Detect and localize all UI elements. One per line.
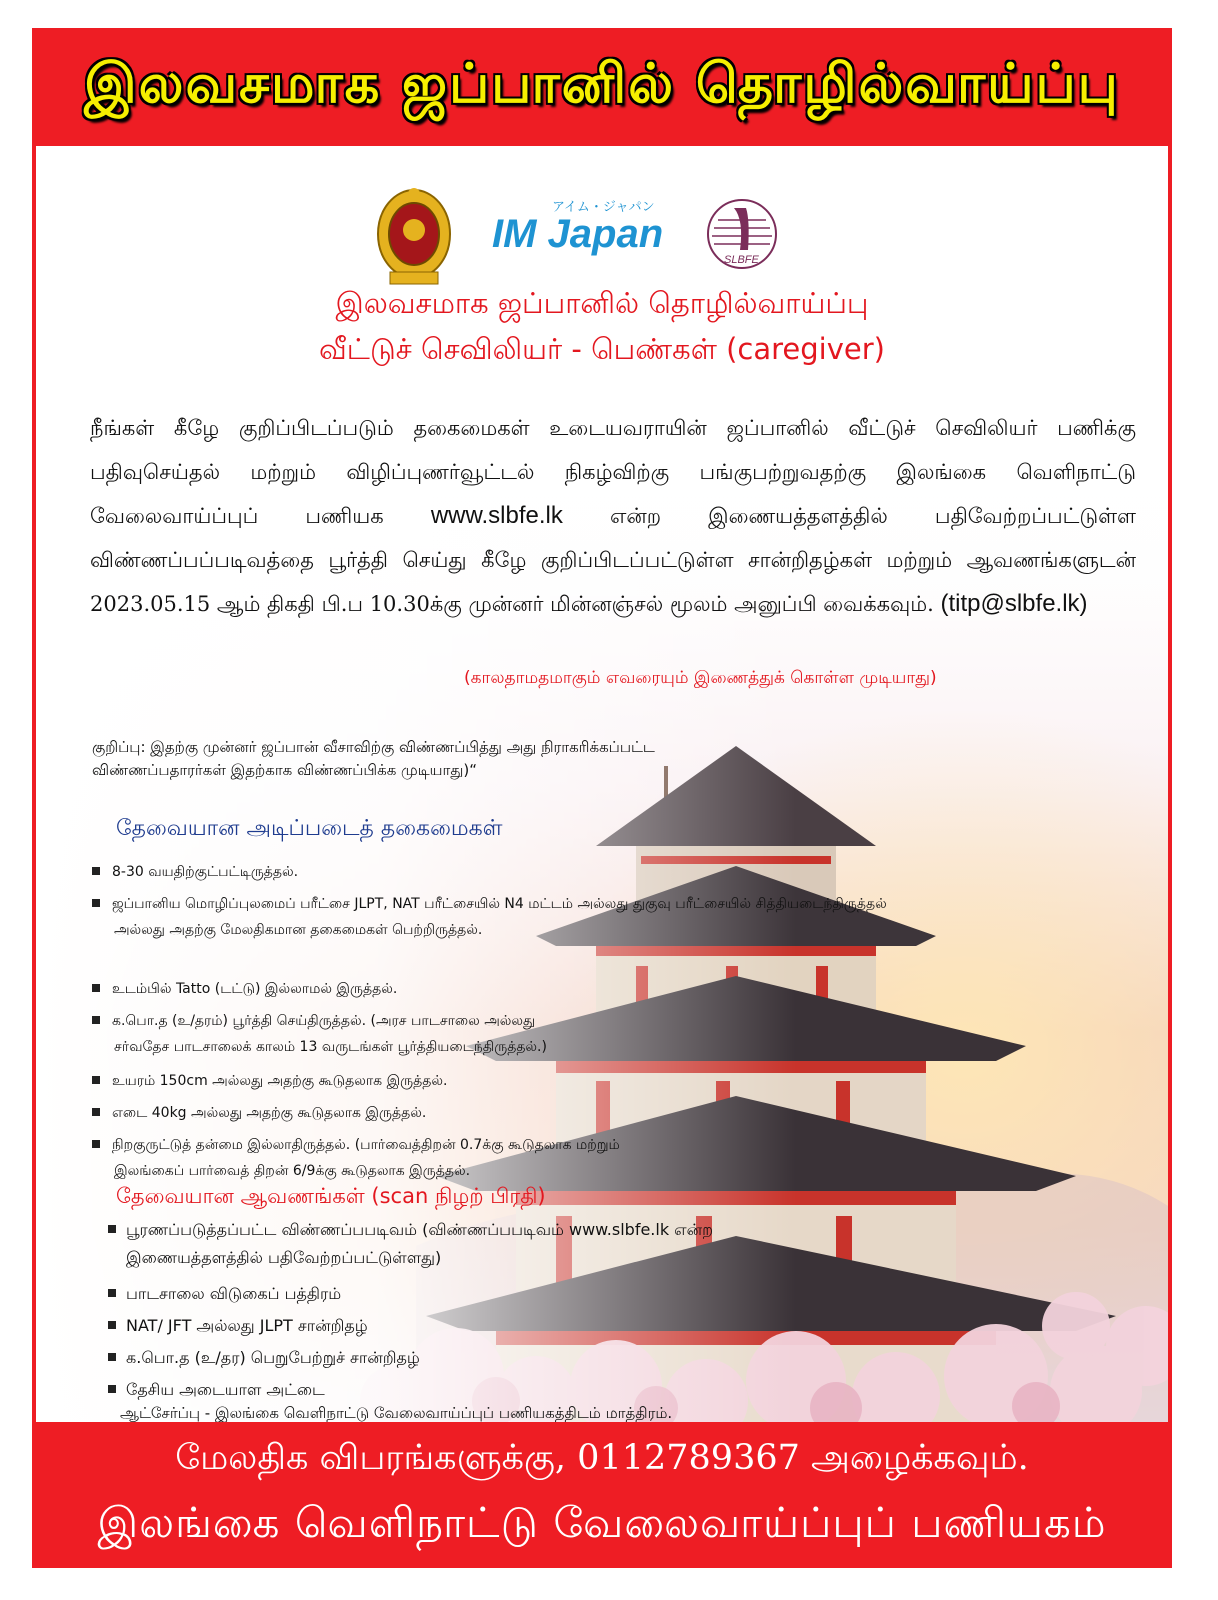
footer-contact: மேலதிக விபரங்களுக்கு, 0112789367 அழைக்கவும். <box>175 1438 1029 1478</box>
qualification-text: நிறகுருட்டுத் தன்மை இல்லாதிருத்தல். (பார்வைத்திறன் 0.7க்கு கூடுதலாக மற்றும் <box>112 1137 620 1153</box>
bullet-icon <box>92 984 100 992</box>
document-text: NAT/ JFT அல்லது JLPT சான்றிதழ் <box>126 1316 368 1335</box>
note-line-2: விண்ணப்பதாரர்கள் இதற்காக விண்ணப்பிக்க முடியாது)“ <box>92 761 477 779</box>
bullet-icon <box>108 1289 116 1297</box>
poster-frame <box>32 28 1172 1568</box>
bullet-icon <box>92 867 100 875</box>
intro-email-link[interactable]: (titp@slbfe.lk) <box>940 590 1088 617</box>
qualification-item <box>92 1068 447 1094</box>
qualification-text-continued: இலங்கைப் பார்வைத் திறன் 6/9க்கு கூடுதலாக இருத்தல். <box>114 1163 471 1179</box>
document-item <box>108 1376 325 1404</box>
intro-text-end: என்ற இணையத்தளத்தில் பதிவேற்றப்பட்டுள்ள விண்ணப்பப்படிவத்தை பூர்த்தி செய்து கீழே குறிப்பிடப்பட்டுள்ள சான்றிதழ்கள் மற்றும் ஆவணங்களுடன் 2023.05.15 ஆம் திகதி பி.ப 10.30க்கு முன்னர் மின்னஞ்சல் மூலம் அனுப்பி வைக்கவும். <box>90 504 1136 616</box>
bullet-icon <box>108 1353 116 1361</box>
document-item <box>108 1280 341 1308</box>
document-text: தேசிய அடையாள அட்டை <box>126 1380 325 1399</box>
headline-title: இலவசமாக ஜப்பானில் தொழில்வாய்ப்பு <box>335 286 869 320</box>
bullet-icon <box>92 1108 100 1116</box>
qualification-item <box>92 1132 620 1184</box>
qualification-text-continued: அல்லது அதற்கு மேலதிகமான தகைமைகள் பெற்றிருத்தல். <box>114 922 483 938</box>
bullet-icon <box>92 1140 100 1148</box>
document-item <box>108 1216 713 1272</box>
note-block <box>92 736 892 782</box>
im-japan-logo <box>492 196 672 266</box>
late-notice: (காலதாமதமாகும் எவரையும் இணைத்துக் கொள்ள முடியாது) <box>464 668 937 688</box>
im-japan-wordmark: IM Japan <box>492 212 664 256</box>
qualification-text: உயரம் 150cm அல்லது அதற்கு கூடுதலாக இருத்தல். <box>112 1073 448 1089</box>
documents-title: தேவையான ஆவணங்கள் (scan நிழற் பிரதி) <box>116 1184 546 1208</box>
qualification-item <box>92 891 1142 943</box>
slbfe-logo <box>704 190 780 286</box>
intro-paragraph <box>90 406 1136 626</box>
document-item <box>108 1344 420 1372</box>
bullet-icon <box>108 1385 116 1393</box>
qualification-item <box>92 976 397 1002</box>
bullet-icon <box>108 1225 116 1233</box>
qualification-item <box>92 1100 426 1126</box>
qualifications-title: தேவையான அடிப்படைத் தகைமைகள் <box>116 816 503 841</box>
qualification-text: உடம்பில் Tatto (டட்டு) இல்லாமல் இருத்தல். <box>112 981 398 997</box>
slbfe-emblem-icon <box>704 190 780 286</box>
logos-row <box>36 176 1168 286</box>
content-panel <box>36 146 1168 1422</box>
qualification-text: 8-30 வயதிற்குட்பட்டிருத்தல். <box>112 864 299 880</box>
headline-subtitle: வீட்டுச் செவிலியர் - பெண்கள் (caregiver) <box>319 332 885 366</box>
slbfe-mark: SLBFE <box>724 254 759 266</box>
qualification-item <box>92 1008 547 1060</box>
footer-organization: இலங்கை வெளிநாட்டு வேலைவாய்ப்புப் பணியகம் <box>97 1498 1107 1547</box>
bullet-icon <box>92 899 100 907</box>
qualification-item <box>92 859 298 885</box>
intro-website-link[interactable]: www.slbfe.lk <box>430 502 563 529</box>
qualification-text: ஜப்பானிய மொழிப்புலமைப் பரீட்சை JLPT, NAT பரீட்சையில் N4 மட்டம் அல்லது துகுவு பரீட்சையில் சித்தியடைந்திருத்தல் <box>112 896 887 912</box>
document-text: க.பொ.த (உ/தர) பெறுபேற்றுச் சான்றிதழ் <box>126 1348 420 1367</box>
banner-title: இலவசமாக ஜப்பானில் தொழில்வாய்ப்பு <box>84 51 1120 115</box>
sri-lanka-emblem-icon <box>374 186 454 290</box>
bullet-icon <box>108 1321 116 1329</box>
intro-text-start: நீங்கள் கீழே குறிப்பிடப்படும் தகைமைகள் உடையவராயின் ஜப்பானில் வீட்டுச் செவிலியர் பணிக்கு பதிவுசெய்தல் மற்றும் விழிப்புணர்வூட்டல் நிகழ்விற்கு பங்குபற்றுவதற்கு இலங்கை வெளிநாட்டு வேலைவாய்ப்புப் பணியக <box>90 416 1136 528</box>
im-japan-katakana: アイム・ジャパン <box>552 200 655 215</box>
bullet-icon <box>92 1076 100 1084</box>
qualification-text: எடை 40kg அல்லது அதற்கு கூடுதலாக இருத்தல். <box>112 1105 427 1121</box>
bullet-icon <box>92 1016 100 1024</box>
document-text: பாடசாலை விடுகைப் பத்திரம் <box>126 1284 342 1303</box>
note-line-1: குறிப்பு: இதற்கு முன்னர் ஜப்பான் வீசாவிற்கு விண்ணப்பித்து அது நிராகரிக்கப்பட்ட <box>92 738 655 756</box>
footer-banner <box>32 1422 1172 1568</box>
document-item <box>108 1312 368 1340</box>
qualification-text: க.பொ.த (உ/தரம்) பூர்த்தி செய்திருத்தல். (அரச பாடசாலை அல்லது <box>112 1013 536 1029</box>
document-text-continued: இணையத்தளத்தில் பதிவேற்றப்பட்டுள்ளது) <box>126 1248 442 1267</box>
recruitment-sponsor-note: ஆட்சேர்ப்பு - இலங்கை வெளிநாட்டு வேலைவாய்ப்புப் பணியகத்திடம் மாத்திரம். <box>120 1404 673 1422</box>
qualification-text-continued: சர்வதேச பாடசாலைக் காலம் 13 வருடங்கள் பூர்த்தியடைந்திருத்தல்.) <box>114 1039 547 1055</box>
document-text: பூரணப்படுத்தப்பட்ட விண்ணப்பபடிவம் (விண்ணப்பபடிவம் www.slbfe.lk என்ற <box>126 1220 714 1239</box>
